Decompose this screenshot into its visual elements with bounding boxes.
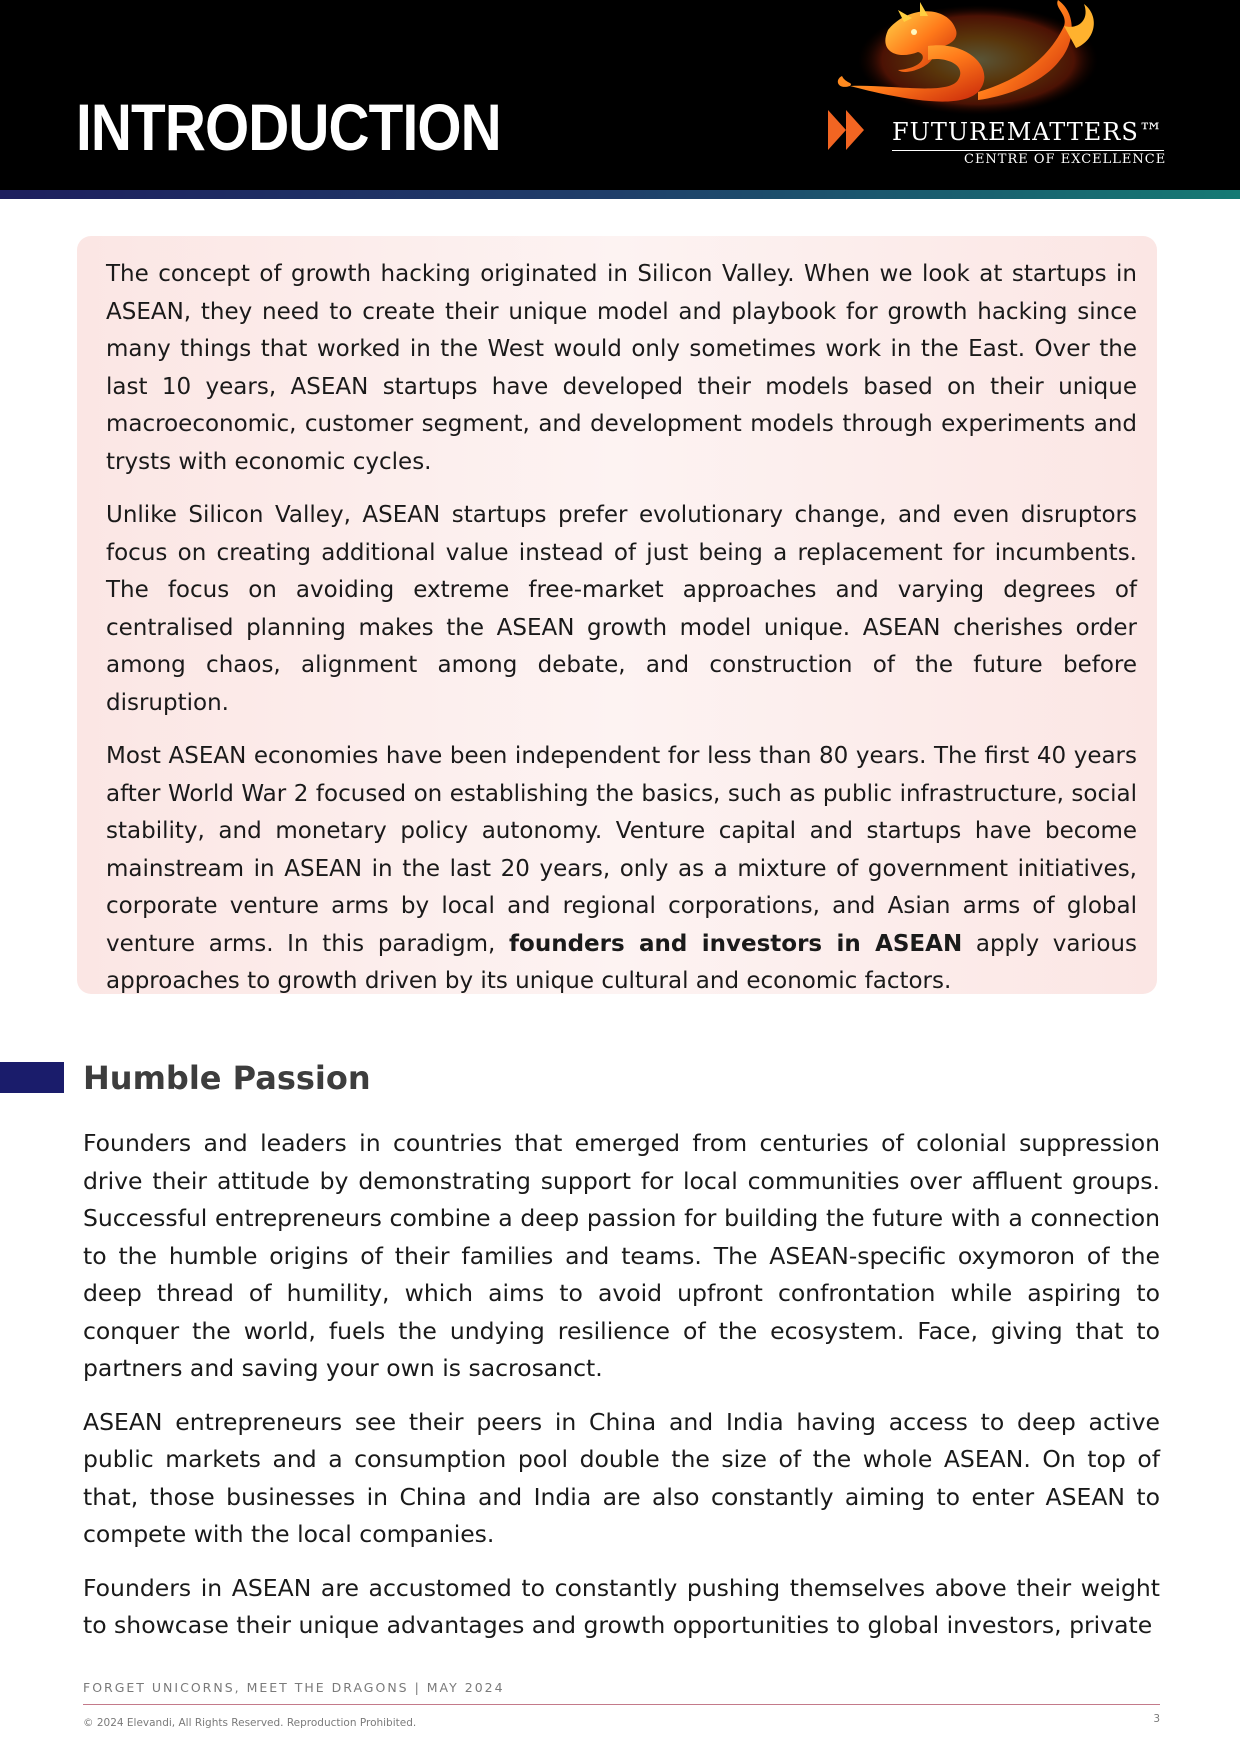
- intro-paragraph-text: apply various approaches to growth driven by its unique cultural and economic factors.: [106, 930, 1137, 994]
- brand-tagline: CENTRE OF EXCELLENCE: [964, 152, 1167, 167]
- brand-divider: [892, 150, 1164, 151]
- intro-paragraph: [106, 738, 1137, 1001]
- page-header: [0, 0, 1240, 190]
- footer-divider: [83, 1704, 1160, 1705]
- intro-paragraph: Unlike Silicon Valley, ASEAN startups prefer evolutionary change, and even disruptors focus on creating additional value instead of just being a replacement for incumbents. The focus on avoiding extreme free-market approaches and varying degrees of centralised planning makes the ASEAN growth model unique. ASEAN cherishes order among chaos, alignment among debate, and construction of the future before disruption.: [106, 502, 1137, 716]
- intro-emphasis: founders and investors in ASEAN: [509, 930, 963, 957]
- body-paragraph: Founders and leaders in countries that emerged from centuries of colonial suppression drive their attitude by demonstrating support for local communities over affluent groups. Successful entrepreneurs combine a deep passion for building the future with a connection to the humble origins of their families and teams. The ASEAN-specific oxymoron of the deep thread of humility, which aims to avoid upfront confrontation while aspiring to conquer the world, fuels the undying resilience of the ecosystem. Face, giving that to partners and saving your own is sacrosanct.: [83, 1129, 1160, 1382]
- section-marker: [0, 1062, 64, 1093]
- header-accent-bar: [0, 190, 1240, 199]
- body-paragraph: ASEAN entrepreneurs see their peers in China and India having access to deep active public markets and a consumption pool double the size of the whole ASEAN. On top of that, those businesses in China and India are also constantly aiming to enter ASEAN to compete with the local companies.: [83, 1407, 1160, 1548]
- intro-callout: [77, 236, 1157, 994]
- double-chevron-icon: [828, 110, 864, 150]
- page-number: 3: [1153, 1713, 1160, 1725]
- intro-paragraph-text: Most ASEAN economies have been independent for less than 80 years. The first 40 years after World War 2 focused on establishing the basics, such as public infrastructure, social stability, and monetary policy autonomy. Venture capital and startups have become mainstream in ASEAN in the last 20 years, only as a mixture of government initiatives, corporate venture arms by local and regional corporations, and Asian arms of global venture arms. In this paradigm,: [106, 743, 1137, 957]
- body-paragraph: Founders in ASEAN are accustomed to constantly pushing themselves above their weight to showcase their unique advantages and growth opportunities to global investors, private: [83, 1573, 1160, 1639]
- section-heading: Humble Passion: [83, 1059, 371, 1097]
- copyright-notice: © 2024 Elevandi, All Rights Reserved. Reproduction Prohibited.: [83, 1717, 417, 1729]
- section-body: [83, 1125, 1160, 1661]
- page-title: INTRODUCTION: [76, 90, 501, 164]
- brand-logo: [828, 0, 1168, 180]
- brand-name: FUTUREMATTERS™: [892, 118, 1164, 146]
- footer-publication: FORGET UNICORNS, MEET THE DRAGONS | MAY 2024: [83, 1680, 505, 1695]
- intro-paragraph: The concept of growth hacking originated in Silicon Valley. When we look at startups in ASEAN, they need to create their unique model and playbook for growth hacking since many things that worked in the West would only sometimes work in the East. Over the last 10 years, ASEAN startups have developed their models based on their unique macroeconomic, customer segment, and development models through experiments and trysts with economic cycles.: [106, 261, 1137, 475]
